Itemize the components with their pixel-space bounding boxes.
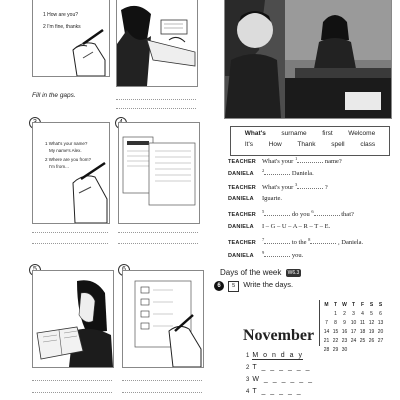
gap-blank[interactable] [264, 168, 290, 175]
dialogue-line [228, 237, 363, 246]
days-item-text: T _ _ _ _ _ [252, 388, 303, 395]
gap-number: 2 [262, 168, 265, 173]
hand-writing-illustration [33, 0, 109, 76]
days-item-number: 2 [246, 365, 250, 371]
answer-line [32, 243, 108, 244]
speaker-label: TEACHER [228, 212, 256, 219]
calendar-day: 24 [350, 338, 357, 344]
calendar-day: 16 [341, 329, 348, 335]
dialogue-text: Daniela. [291, 170, 314, 178]
calendar-day: 15 [332, 329, 339, 335]
calendar-day: 30 [341, 347, 348, 353]
illustration-panel-6 [122, 270, 204, 368]
dialogue-line [228, 223, 330, 230]
month-divider [319, 300, 320, 346]
days-item-4 [246, 388, 302, 395]
teacher-photo [225, 0, 391, 118]
teacher-photo-panel [224, 0, 392, 119]
word: surname [281, 130, 307, 137]
calendar-day: 2 [343, 311, 346, 317]
calendar-weekday: T [333, 302, 338, 308]
word: first [322, 130, 333, 137]
panel3-line-4: I'm from... [49, 164, 69, 169]
illustration-panel-5 [32, 270, 114, 368]
answer-line [118, 232, 198, 233]
calendar-body [322, 311, 385, 353]
panel3-line-3: 2 Where are you from? [45, 157, 92, 162]
calendar-day [367, 347, 376, 353]
calendar-header [322, 302, 385, 308]
gap-number: 6 [311, 209, 314, 214]
dialogue-text: Iguarte. [262, 195, 283, 202]
gap-blank[interactable] [264, 237, 290, 244]
word: spell [331, 141, 345, 148]
calendar-day: 6 [379, 311, 382, 317]
days-item-3 [246, 376, 313, 383]
gap-number: 5 [262, 209, 265, 214]
calendar-day: 28 [323, 347, 330, 353]
dialogue-line [228, 156, 342, 165]
gap-blank[interactable] [294, 182, 323, 189]
fill-in-instruction: Fill in the gaps. [32, 92, 76, 99]
gap-number: 1 [294, 156, 298, 161]
illustration-panel-1 [32, 0, 110, 77]
dialogue-text: I – G – U – A – R – T – E. [262, 223, 331, 230]
calendar-day: 5 [370, 311, 373, 317]
calendar-weekday: T [351, 302, 356, 308]
dialogue-text: you. [291, 252, 304, 260]
days-item-number: 1 [246, 353, 250, 359]
calendar-day: 26 [368, 338, 375, 344]
answer-line [116, 108, 196, 109]
calendar-weekday: S [369, 302, 374, 308]
speaker-label: DANIELA [228, 171, 254, 178]
calendar-day [349, 347, 358, 353]
illustration-panel-2 [116, 0, 198, 87]
dialogue-line [228, 195, 282, 202]
calendar-day: 22 [332, 338, 339, 344]
gap-number: 8 [308, 237, 311, 242]
calendar-day: 10 [350, 320, 357, 326]
calendar-day: 27 [377, 338, 384, 344]
panel1-line-2: 2 I'm fine, thanks [43, 24, 81, 30]
calendar-day: 17 [350, 329, 357, 335]
dialogue-text: What's your [262, 158, 294, 166]
dialogue-text: ? [324, 184, 328, 192]
panel3-line-1: 1 What's your name? [45, 141, 88, 146]
answer-line [32, 392, 112, 393]
calendar-day: 9 [343, 320, 346, 326]
month-heading: November [243, 327, 315, 344]
illustration-panel-4 [118, 122, 200, 224]
workbook-badge: W6.3 [287, 269, 300, 276]
gap-blank[interactable] [310, 237, 336, 244]
form-writing-illustration [123, 271, 203, 367]
calendar-day: 3 [352, 311, 355, 317]
calendar-day: 23 [341, 338, 348, 344]
gap-blank[interactable] [264, 209, 290, 216]
calendar-day: 7 [325, 320, 328, 326]
calendar-day: 18 [359, 329, 366, 335]
exercise-box-number: 5 [228, 281, 239, 292]
dialogue-text: , Daniela. [338, 239, 364, 247]
speaker-label: DANIELA [228, 224, 254, 230]
days-item-2 [246, 364, 311, 371]
dialogue-line [228, 209, 354, 218]
calendar-day: 25 [359, 338, 366, 344]
gap-number: 3 [294, 182, 298, 187]
days-item-text: T _ _ _ _ _ _ [252, 364, 312, 371]
answer-line [32, 380, 112, 381]
days-item-number: 4 [246, 389, 250, 395]
calendar-day [376, 347, 385, 353]
panel3-line-2: My name's Alex. [49, 148, 82, 153]
documents-illustration [119, 123, 199, 223]
student-reading-illustration [33, 271, 113, 367]
dialogue-line [228, 250, 303, 259]
calendar-day: 11 [359, 320, 366, 326]
word: What's [244, 130, 266, 137]
calendar-weekday: W [342, 302, 347, 308]
exercise-number: 6 [214, 281, 224, 291]
dialogue-line [228, 182, 328, 191]
calendar-day [322, 311, 331, 317]
calendar-day: 20 [377, 329, 384, 335]
student-desk-illustration [117, 0, 197, 86]
gap-number: 9 [262, 250, 265, 255]
word: Welcome [348, 130, 376, 137]
calendar-day: 8 [334, 320, 337, 326]
days-instruction: Write the days. [243, 280, 294, 289]
word: It's [244, 141, 253, 148]
calendar-day: 21 [323, 338, 330, 344]
calendar-day: 1 [334, 311, 337, 317]
illustration-panel-3 [32, 122, 110, 224]
gap-blank[interactable] [264, 250, 290, 257]
speaker-label: TEACHER [228, 240, 256, 247]
calendar-day: 19 [368, 329, 375, 335]
answer-line [116, 99, 196, 100]
days-item-1 [246, 352, 303, 359]
calendar-day: 13 [377, 320, 384, 326]
days-item-text: M o n d a y [252, 352, 304, 359]
answer-line [118, 243, 198, 244]
speaker-label: DANIELA [228, 253, 254, 260]
calendar-weekday: F [360, 302, 365, 308]
answer-line [122, 392, 202, 393]
dialogue-text: to the [291, 239, 307, 247]
gap-blank[interactable] [294, 156, 323, 163]
gap-blank[interactable] [314, 209, 340, 216]
days-title-text: Days of the week [220, 268, 282, 277]
days-item-text: W _ _ _ _ _ _ [252, 376, 314, 383]
speaker-label: TEACHER [228, 159, 256, 166]
days-item-number: 3 [246, 377, 250, 383]
dialogue-text: that? [341, 211, 354, 219]
word-box [230, 126, 390, 156]
dialogue-text: name? [324, 158, 342, 166]
panel1-line-1: 1 How are you? [43, 12, 79, 18]
gap-number: 7 [262, 237, 265, 242]
calendar-day: 4 [361, 311, 364, 317]
answer-line [32, 232, 108, 233]
calendar-weekday: S [378, 302, 383, 308]
hand-writing-illustration [33, 123, 109, 223]
dialogue-text: do you [291, 211, 310, 219]
calendar-day [358, 347, 367, 353]
speaker-label: DANIELA [228, 196, 254, 202]
dialogue-text: What's your [262, 184, 294, 192]
calendar-day: 29 [332, 347, 339, 353]
calendar-weekday: M [324, 302, 329, 308]
answer-line [122, 380, 202, 381]
calendar-day: 14 [323, 329, 330, 335]
calendar [322, 302, 385, 353]
speaker-label: TEACHER [228, 185, 256, 192]
word: class [360, 141, 376, 148]
word: How [268, 141, 282, 148]
calendar-day: 12 [368, 320, 375, 326]
dialogue-line [228, 168, 314, 177]
days-section-title [220, 268, 301, 277]
days-instruction-row [214, 280, 293, 292]
word: Thank [297, 141, 316, 148]
